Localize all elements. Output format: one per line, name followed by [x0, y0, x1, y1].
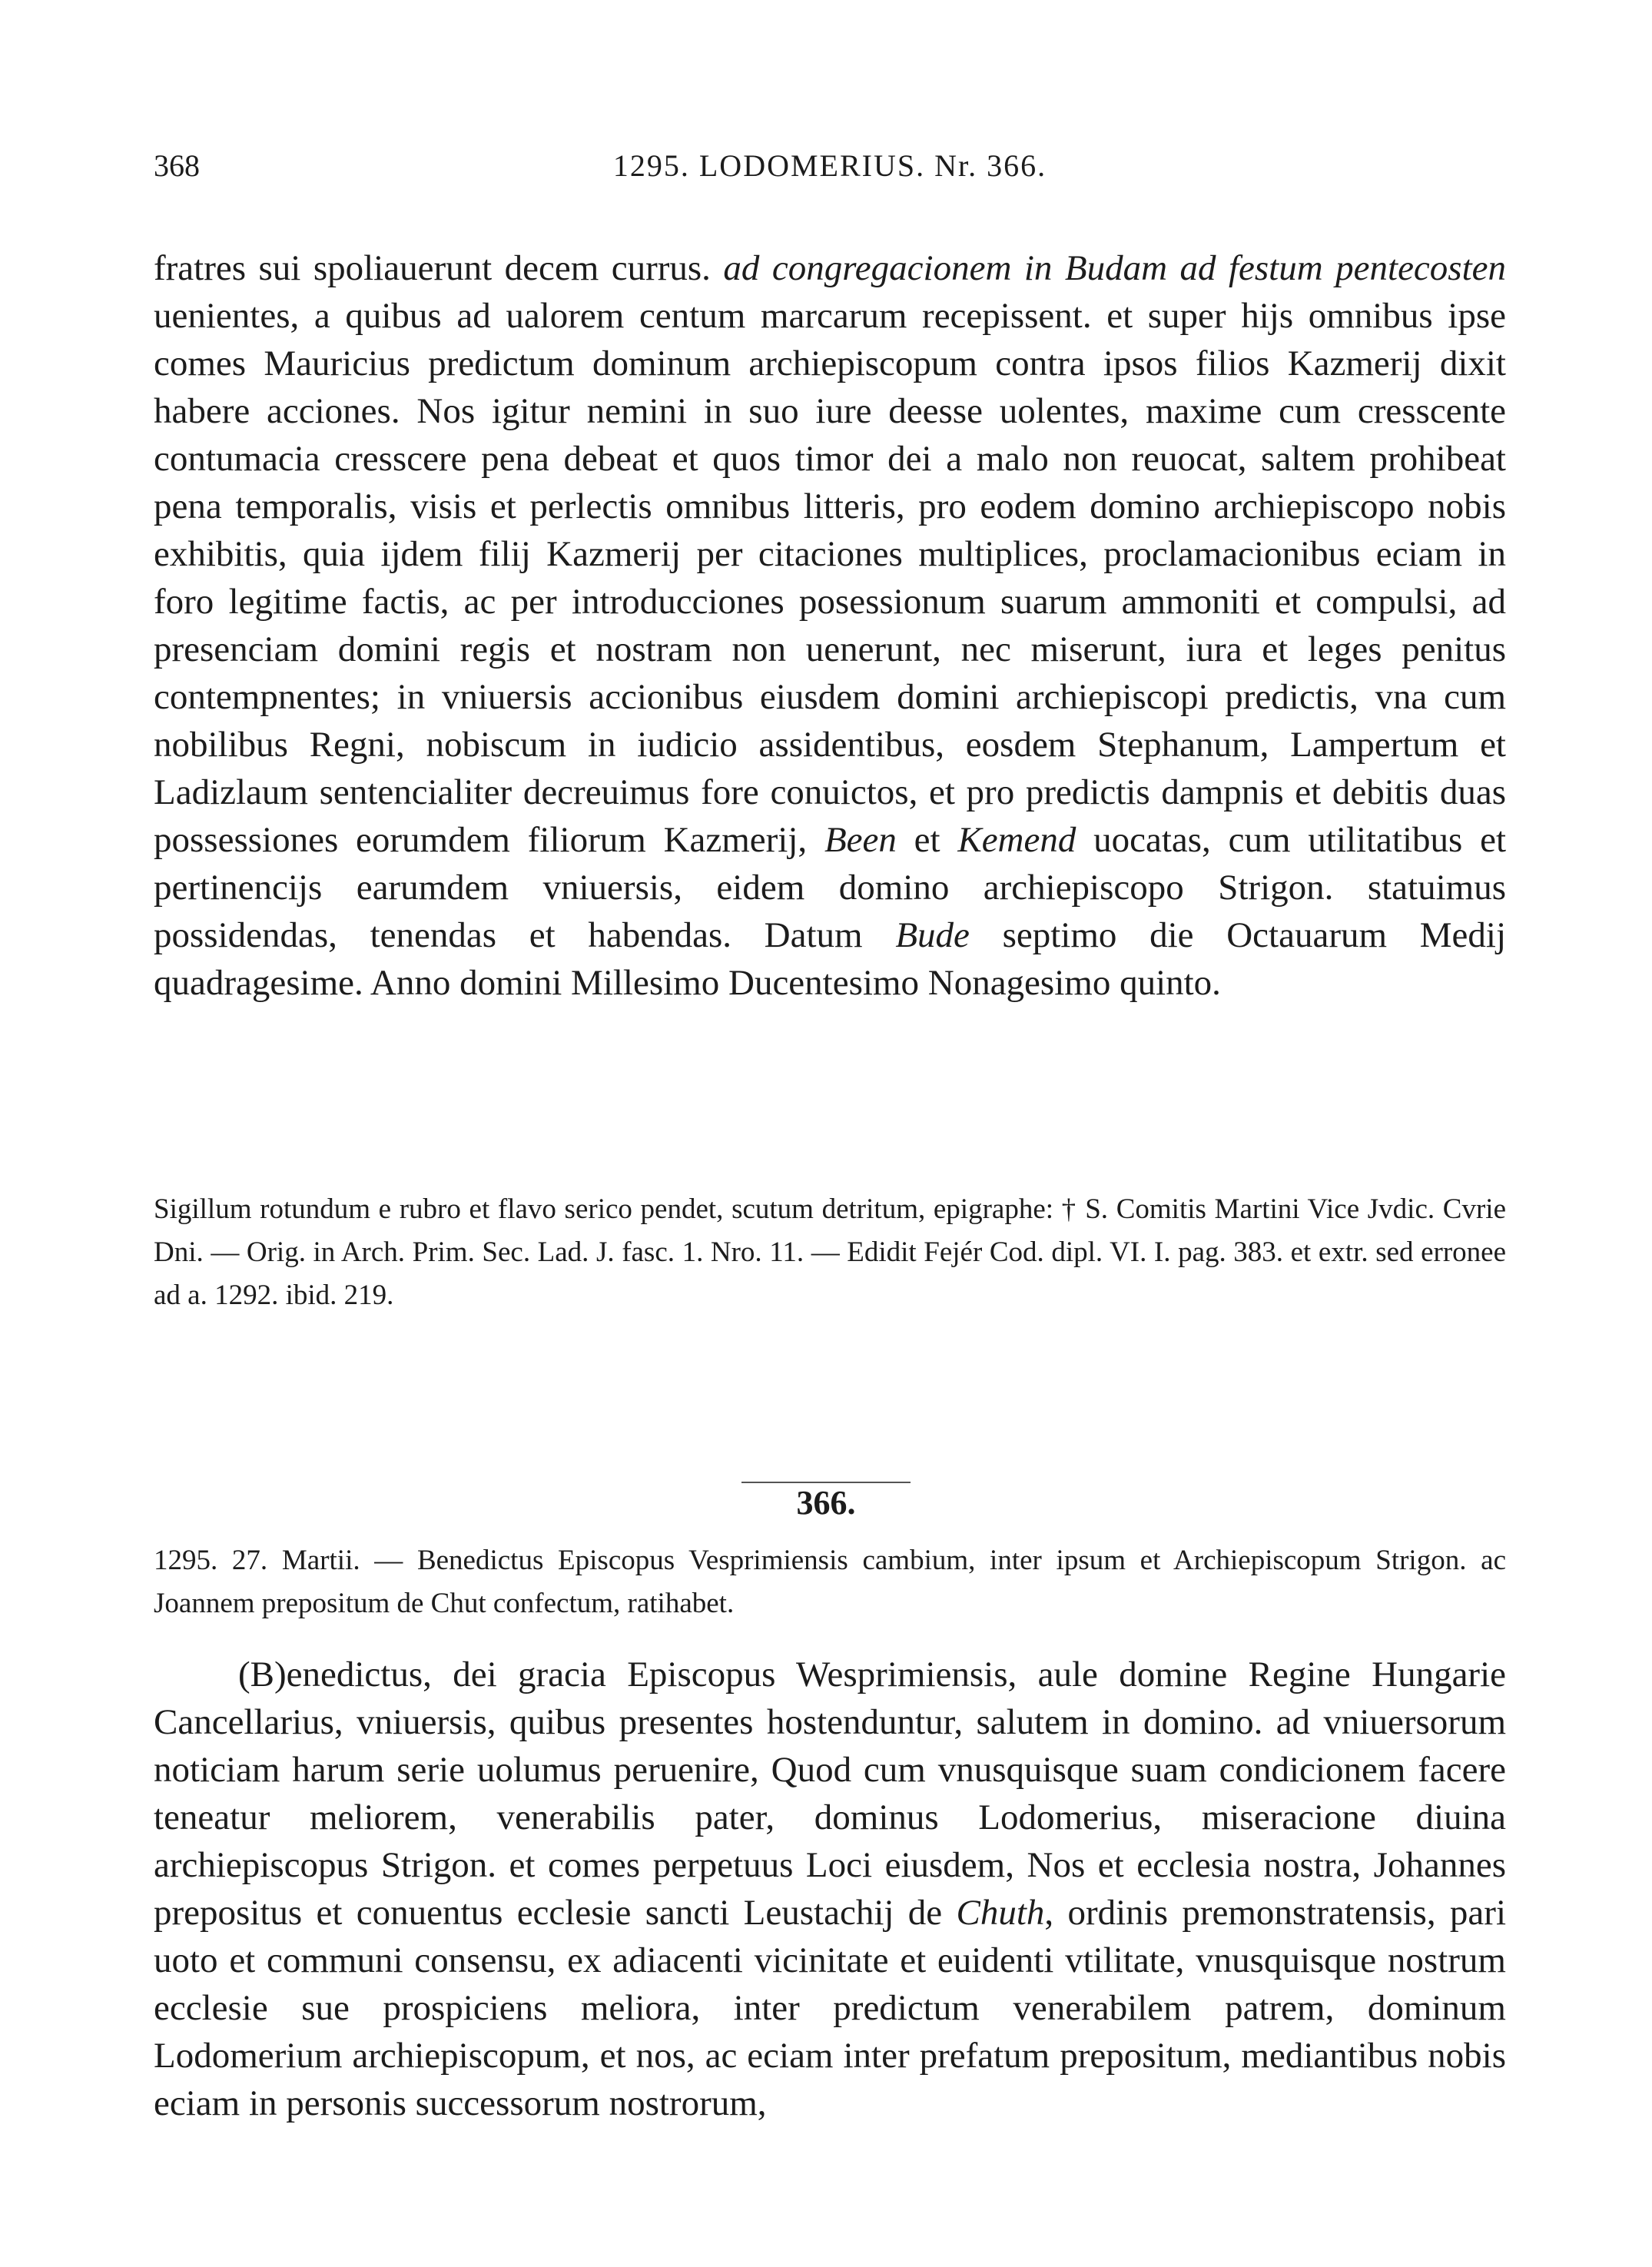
text-run: septimo die Octauarum Medij quadragesime. Anno domini Millesimo Ducentesimo Nonagesimo quinto. — [154, 915, 1507, 1003]
seal-note: Sigillum rotundum e rubro et flavo serico pendet, scutum detritum, epigraphe: † S. Comitis Martini Vice Jvdic. Cvrie Dni. — Orig. in Arch. Prim. Sec. Lad. J. fasc. 1. Nro. 11. — Edidit Fejér Cod. dipl. VI. I. pag. 383. et extr. sed erronee ad a. 1292. ibid. 219. — [154, 1193, 1506, 1311]
italic-run: ad congregacionem in Budam ad festum pentecosten — [723, 248, 1507, 288]
running-head-title: 1295. LODOMERIUS. Nr. 366. — [612, 148, 1047, 183]
text-run: (B)enedictus, dei gracia Episcopus Wesprimiensis, aule domine Regine Hungarie Cancellarius, vniuersis, quibus presentes hostenduntur, salutem in domino. ad vniuersorum noticiam harum serie uolumus peruenire, Quod cum vnusquisque suam condicionem facere teneatur meliorem, venerabilis pater, dominus Lodomerius, miseracione diuina archiepiscopus Strigon. et comes perpetuus Loci eiusdem, Nos et ecclesia nostra, Johannes prepositus et conuentus ecclesie sancti Leustachij de — [154, 1655, 1506, 1933]
text-run: uocatas, cum utilitatibus et pertinencijs earumdem vniuersis, eidem domino archiepiscopo Strigon. statuimus possidendas, tenendas et habendas. Datum — [154, 820, 1507, 955]
page-number: 368 — [154, 148, 200, 183]
charter-paragraph — [154, 1651, 1506, 2127]
regest-summary: 1295. 27. Martii. — Benedictus Episcopus Vesprimiensis cambium, inter ipsum et Archiepiscopum Strigon. ac Joannem prepositum de Chut confectum, ratihabet. — [154, 1545, 1506, 1619]
text-run: fratres sui spoliauerunt decem currus. — [154, 248, 724, 288]
continuation-paragraph — [154, 244, 1506, 1007]
italic-run: Chuth — [956, 1893, 1045, 1933]
italic-run: Kemend — [957, 820, 1076, 860]
italic-run: Bude — [895, 915, 970, 955]
text-run: , ordinis premonstratensis, pari uoto et communi consensu, ex adiacenti vicinitate et euidenti vtilitate, vnusquisque nostrum ecclesie sue prospiciens meliora, inter predictum venerabilem patrem, dominum Lodomerium archiepiscopum, et nos, ac eciam inter prefatum prepositum, mediantibus nobis eciam in personis successorum nostrorum, — [154, 1893, 1506, 2123]
text-run: et — [896, 820, 958, 860]
italic-run: Been — [824, 820, 897, 860]
running-head — [154, 148, 1506, 194]
text-run: uenientes, a quibus ad ualorem centum marcarum recepissent. et super hijs omnibus ipse comes Mauricius predictum dominum archiepiscopum contra ipsos filios Kazmerij dixit habere acciones. Nos igitur nemini in suo iure deesse uolentes, maxime cum cresscente contumacia cresscere pena debeat et quos timor dei a malo non reuocat, saltem prohibeat pena temporalis, visis et perlectis omnibus litteris, pro eodem domino archiepiscopo nobis exhibitis, quia ijdem filij Kazmerij per citaciones multiplices, proclamacionibus eciam in foro legitime factis, ac per introducciones posessionum suarum ammoniti et compulsi, ad presenciam domini regis et nostram non uenerunt, nec miserunt, iura et leges penitus contempnentes; in vniuersis accionibus eiusdem domini archiepiscopi predictis, vna cum nobilibus Regni, nobiscum in iudicio assidentibus, eosdem Stephanum, Lampertum et Ladizlaum sentencialiter decreuimus fore conuictos, et pro predictis dampnis et debitis duas possessiones eorumdem filiorum Kazmerij, — [154, 296, 1506, 860]
document-number: 366. — [796, 1484, 856, 1522]
